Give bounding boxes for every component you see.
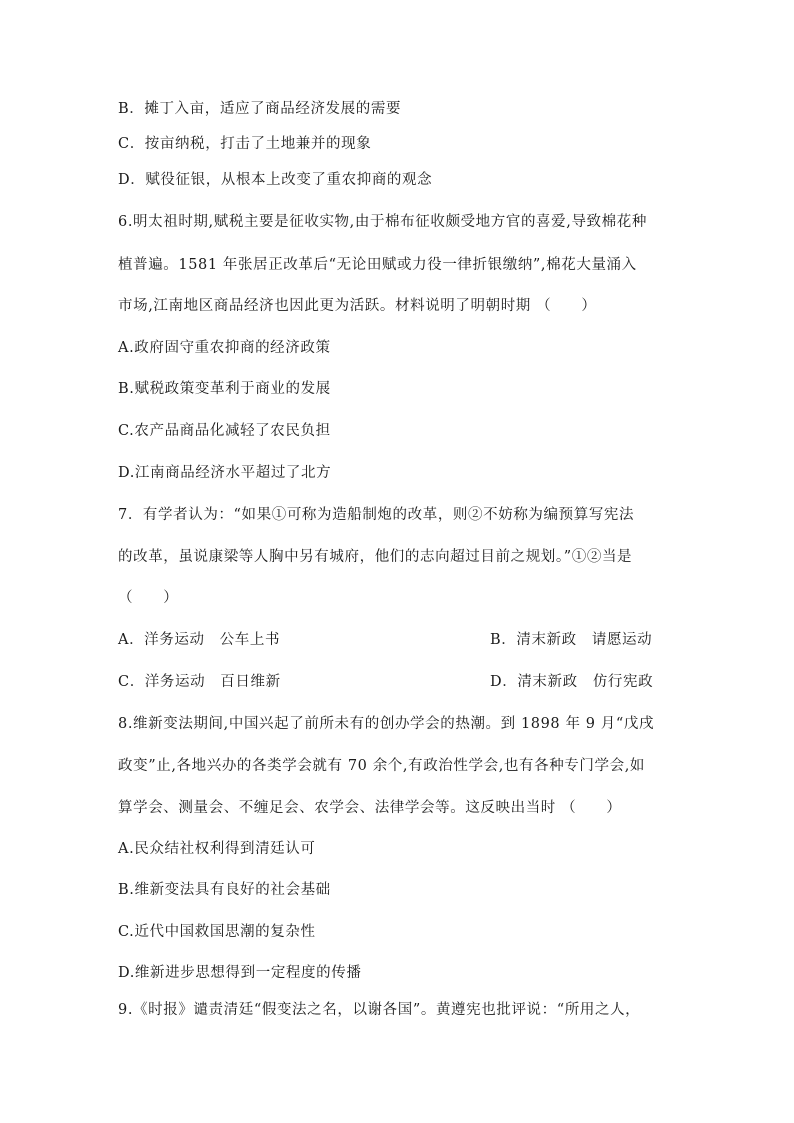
q8-stem-line-2: 政变”止,各地兴办的各类学会就有 70 余个,有政治性学会,也有各种专门学会,如 bbox=[118, 758, 646, 774]
q6-stem-line-1: 6.明太祖时期,赋税主要是征收实物,由于棉布征收颇受地方官的喜爱,导致棉花种 bbox=[118, 214, 647, 230]
q7-option-d: D．清末新政 仿行宪政 bbox=[490, 674, 654, 690]
q8-option-c: C.近代中国救国思潮的复杂性 bbox=[118, 924, 316, 940]
q8-stem-line-1: 8.维新变法期间,中国兴起了前所未有的创办学会的热潮。到 1898 年 9 月“戊戌 bbox=[118, 716, 655, 732]
q6-stem-line-2: 植普遍。1581 年张居正改革后“无论田赋或力役一律折银缴纳”,棉花大量涌入 bbox=[118, 257, 637, 273]
q7-option-c: C．洋务运动 百日维新 bbox=[118, 674, 281, 690]
q7-option-b: B．清末新政 请愿运动 bbox=[490, 632, 653, 648]
q9-stem-line-1: 9.《时报》谴责清廷“假变法之名，以谢各国”。黄遵宪也批评说：“所用之人， bbox=[118, 1002, 641, 1018]
q6-option-d: D.江南商品经济水平超过了北方 bbox=[118, 465, 332, 481]
q7-stem-line-1: 7．有学者认为：“如果①可称为造船制炮的改革，则②不妨称为编预算写宪法 bbox=[118, 507, 635, 523]
q8-stem-line-3: 算学会、测量会、不缠足会、农学会、法律学会等。这反映出当时 （ ） bbox=[118, 800, 622, 816]
q6-option-b: B.赋税政策变革利于商业的发展 bbox=[118, 381, 331, 397]
q8-option-b: B.维新变法具有良好的社会基础 bbox=[118, 882, 331, 898]
q7-option-a: A．洋务运动 公车上书 bbox=[118, 632, 281, 648]
q6-option-a: A.政府固守重农抑商的经济政策 bbox=[118, 340, 331, 356]
q6-stem-line-3: 市场,江南地区商品经济也因此更为活跃。材料说明了明朝时期 （ ） bbox=[118, 298, 597, 314]
q7-option-row-2 bbox=[118, 672, 654, 692]
q6-option-c: C.农产品商品化减轻了农民负担 bbox=[118, 423, 331, 439]
q7-stem-line-3: （ ） bbox=[118, 590, 179, 606]
q8-option-a: A.民众结社权利得到清廷认可 bbox=[118, 841, 316, 857]
q5-option-d: D．赋役征银，从根本上改变了重农抑商的观念 bbox=[118, 172, 433, 188]
q5-option-b: B．摊丁入亩，适应了商品经济发展的需要 bbox=[118, 101, 402, 117]
q7-stem-line-2: 的改革，虽说康梁等人胸中另有城府，他们的志向超过目前之规划。”①②当是 bbox=[118, 549, 633, 565]
q8-option-d: D.维新进步思想得到一定程度的传播 bbox=[118, 965, 362, 981]
q5-option-c: C．按亩纳税，打击了土地兼并的现象 bbox=[118, 136, 372, 152]
q7-option-row-1 bbox=[118, 630, 653, 650]
